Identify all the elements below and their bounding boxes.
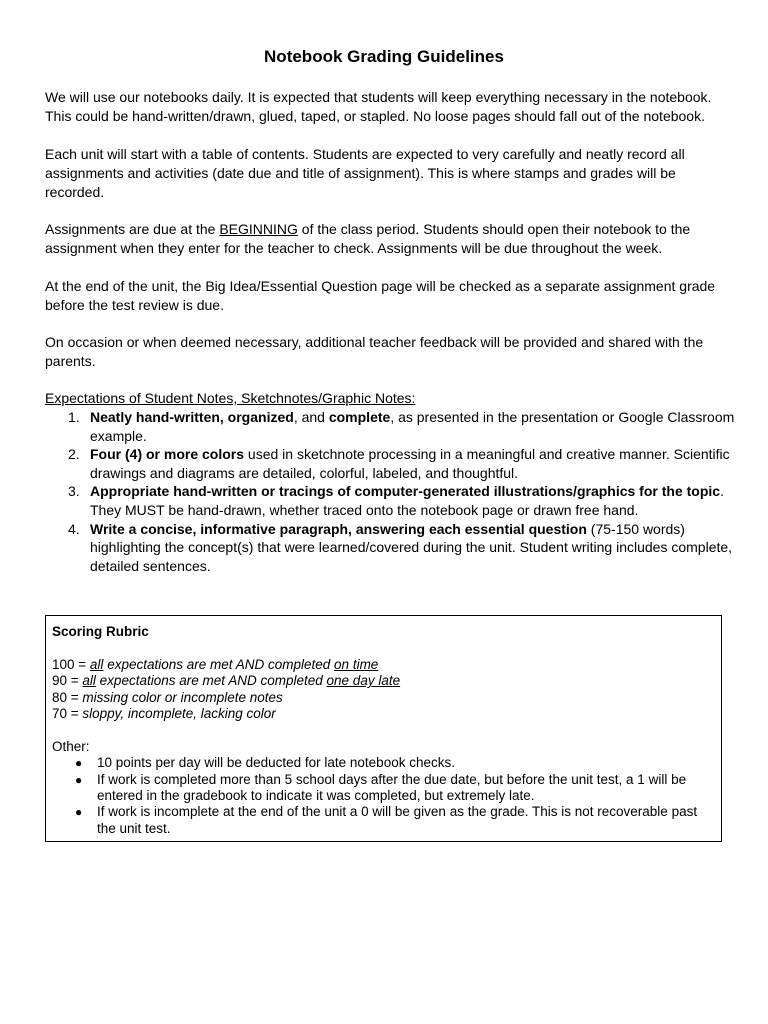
bullet-icon: ●	[75, 805, 83, 820]
due-dates-text-post: of the class period. Students should open their notebook to the assignment when they enter for the teacher to check. Assignments will be due throughout the week.	[45, 221, 691, 256]
rubric-score-line	[52, 706, 715, 722]
expectations-list	[45, 408, 735, 575]
paragraph-feedback: On occasion or when deemed necessary, additional teacher feedback will be provided and shared with the parents.	[45, 334, 704, 369]
paragraph-daily-use: We will use our notebooks daily. It is expected that students will keep everything necessary in the notebook. This could be hand-written/drawn, glued, taped, or stapled. No loose pages should fall out of the notebook.	[45, 89, 712, 124]
list-item-text: If work is incomplete at the end of the unit a 0 will be given as the grade. This is not recoverable past the unit test.	[97, 804, 698, 836]
paragraph-big-idea: At the end of the unit, the Big Idea/Essential Question page will be checked as a separate assignment grade before the test review is due.	[45, 278, 716, 313]
list-item-text: 10 points per day will be deducted for late notebook checks.	[97, 755, 455, 771]
list-item	[45, 482, 735, 519]
score-description: missing color or incomplete notes	[82, 689, 283, 705]
list-item-text: . They MUST be hand-drawn, whether traced onto the notebook page or drawn free hand.	[90, 483, 724, 518]
rubric-score-line	[52, 673, 715, 689]
expectations-heading: Expectations of Student Notes, Sketchnotes/Graphic Notes:	[45, 390, 416, 406]
paragraph-due-dates	[45, 220, 735, 258]
spacer	[52, 640, 715, 656]
rubric-other-label: Other:	[52, 738, 90, 754]
list-item-text: If work is completed more than 5 school days after the due date, but before the unit test, a 1 will be entered in the gradebook to indicate it was completed, but extremely late.	[97, 771, 687, 804]
score-emphasis: one day late	[326, 673, 401, 689]
paragraph-table-of-contents: Each unit will start with a table of contents. Students are expected to very carefully and neatly record all assignments and activities (date due and title of assignment). This is where stamps and grades will be recorded.	[45, 146, 685, 200]
rubric-title	[52, 624, 715, 640]
scoring-rubric-box	[45, 615, 722, 842]
due-dates-emphasis: BEGINNING	[219, 221, 298, 237]
list-item-text: used in sketchnote processing in a meaningful and creative manner. Scientific drawings and diagrams are detailed, colorful, labeled, and thoughtful.	[90, 446, 730, 481]
score-value: 70 =	[52, 706, 83, 722]
list-item-text: , as presented in the presentation or Google Classroom example.	[90, 409, 735, 444]
list-item-bold: complete	[328, 409, 391, 425]
spacer	[52, 722, 715, 738]
list-item-number: 4.	[68, 520, 80, 537]
page-title: Notebook Grading Guidelines	[264, 47, 504, 66]
list-item	[45, 408, 735, 445]
list-item	[52, 772, 715, 805]
score-emphasis: on time	[334, 656, 379, 672]
rubric-score-line	[52, 690, 715, 706]
list-item-number: 2.	[68, 446, 80, 463]
bullet-icon: ●	[75, 772, 83, 787]
score-description: expectations are met AND completed	[103, 656, 335, 672]
score-value: 100 =	[52, 656, 90, 672]
list-item-number: 1.	[68, 409, 80, 425]
score-emphasis: all	[89, 656, 104, 672]
rubric-other-list	[52, 755, 715, 837]
list-item-bold: Neatly hand-written, organized	[90, 409, 294, 425]
list-item-text: (75-150 words) highlighting the concept(s) that were learned/covered during the unit. Student writing includes complete, detailed sentences.	[90, 520, 733, 574]
score-description: expectations are met AND completed	[95, 673, 327, 689]
bullet-icon: ●	[75, 756, 83, 771]
list-item-number: 3.	[68, 483, 80, 500]
list-item-text: , and	[293, 409, 329, 425]
list-item	[52, 755, 715, 771]
score-value: 90 =	[52, 673, 83, 689]
rubric-title-text: Scoring Rubric	[52, 624, 149, 639]
list-item	[45, 520, 735, 576]
score-emphasis: all	[82, 673, 96, 689]
score-description: sloppy, incomplete, lacking color	[82, 706, 276, 722]
list-item-bold: Four (4) or more colors	[90, 446, 245, 463]
due-dates-text-pre: Assignments are due at the	[45, 221, 220, 237]
list-item-bold: Write a concise, informative paragraph, answering each essential question	[90, 520, 587, 537]
list-item	[45, 445, 735, 482]
list-item-bold: Appropriate hand-written or tracings of computer-generated illustrations/graphics for the topic	[90, 483, 721, 500]
rubric-score-line	[52, 657, 715, 673]
list-item	[52, 804, 715, 837]
score-value: 80 =	[52, 689, 83, 705]
